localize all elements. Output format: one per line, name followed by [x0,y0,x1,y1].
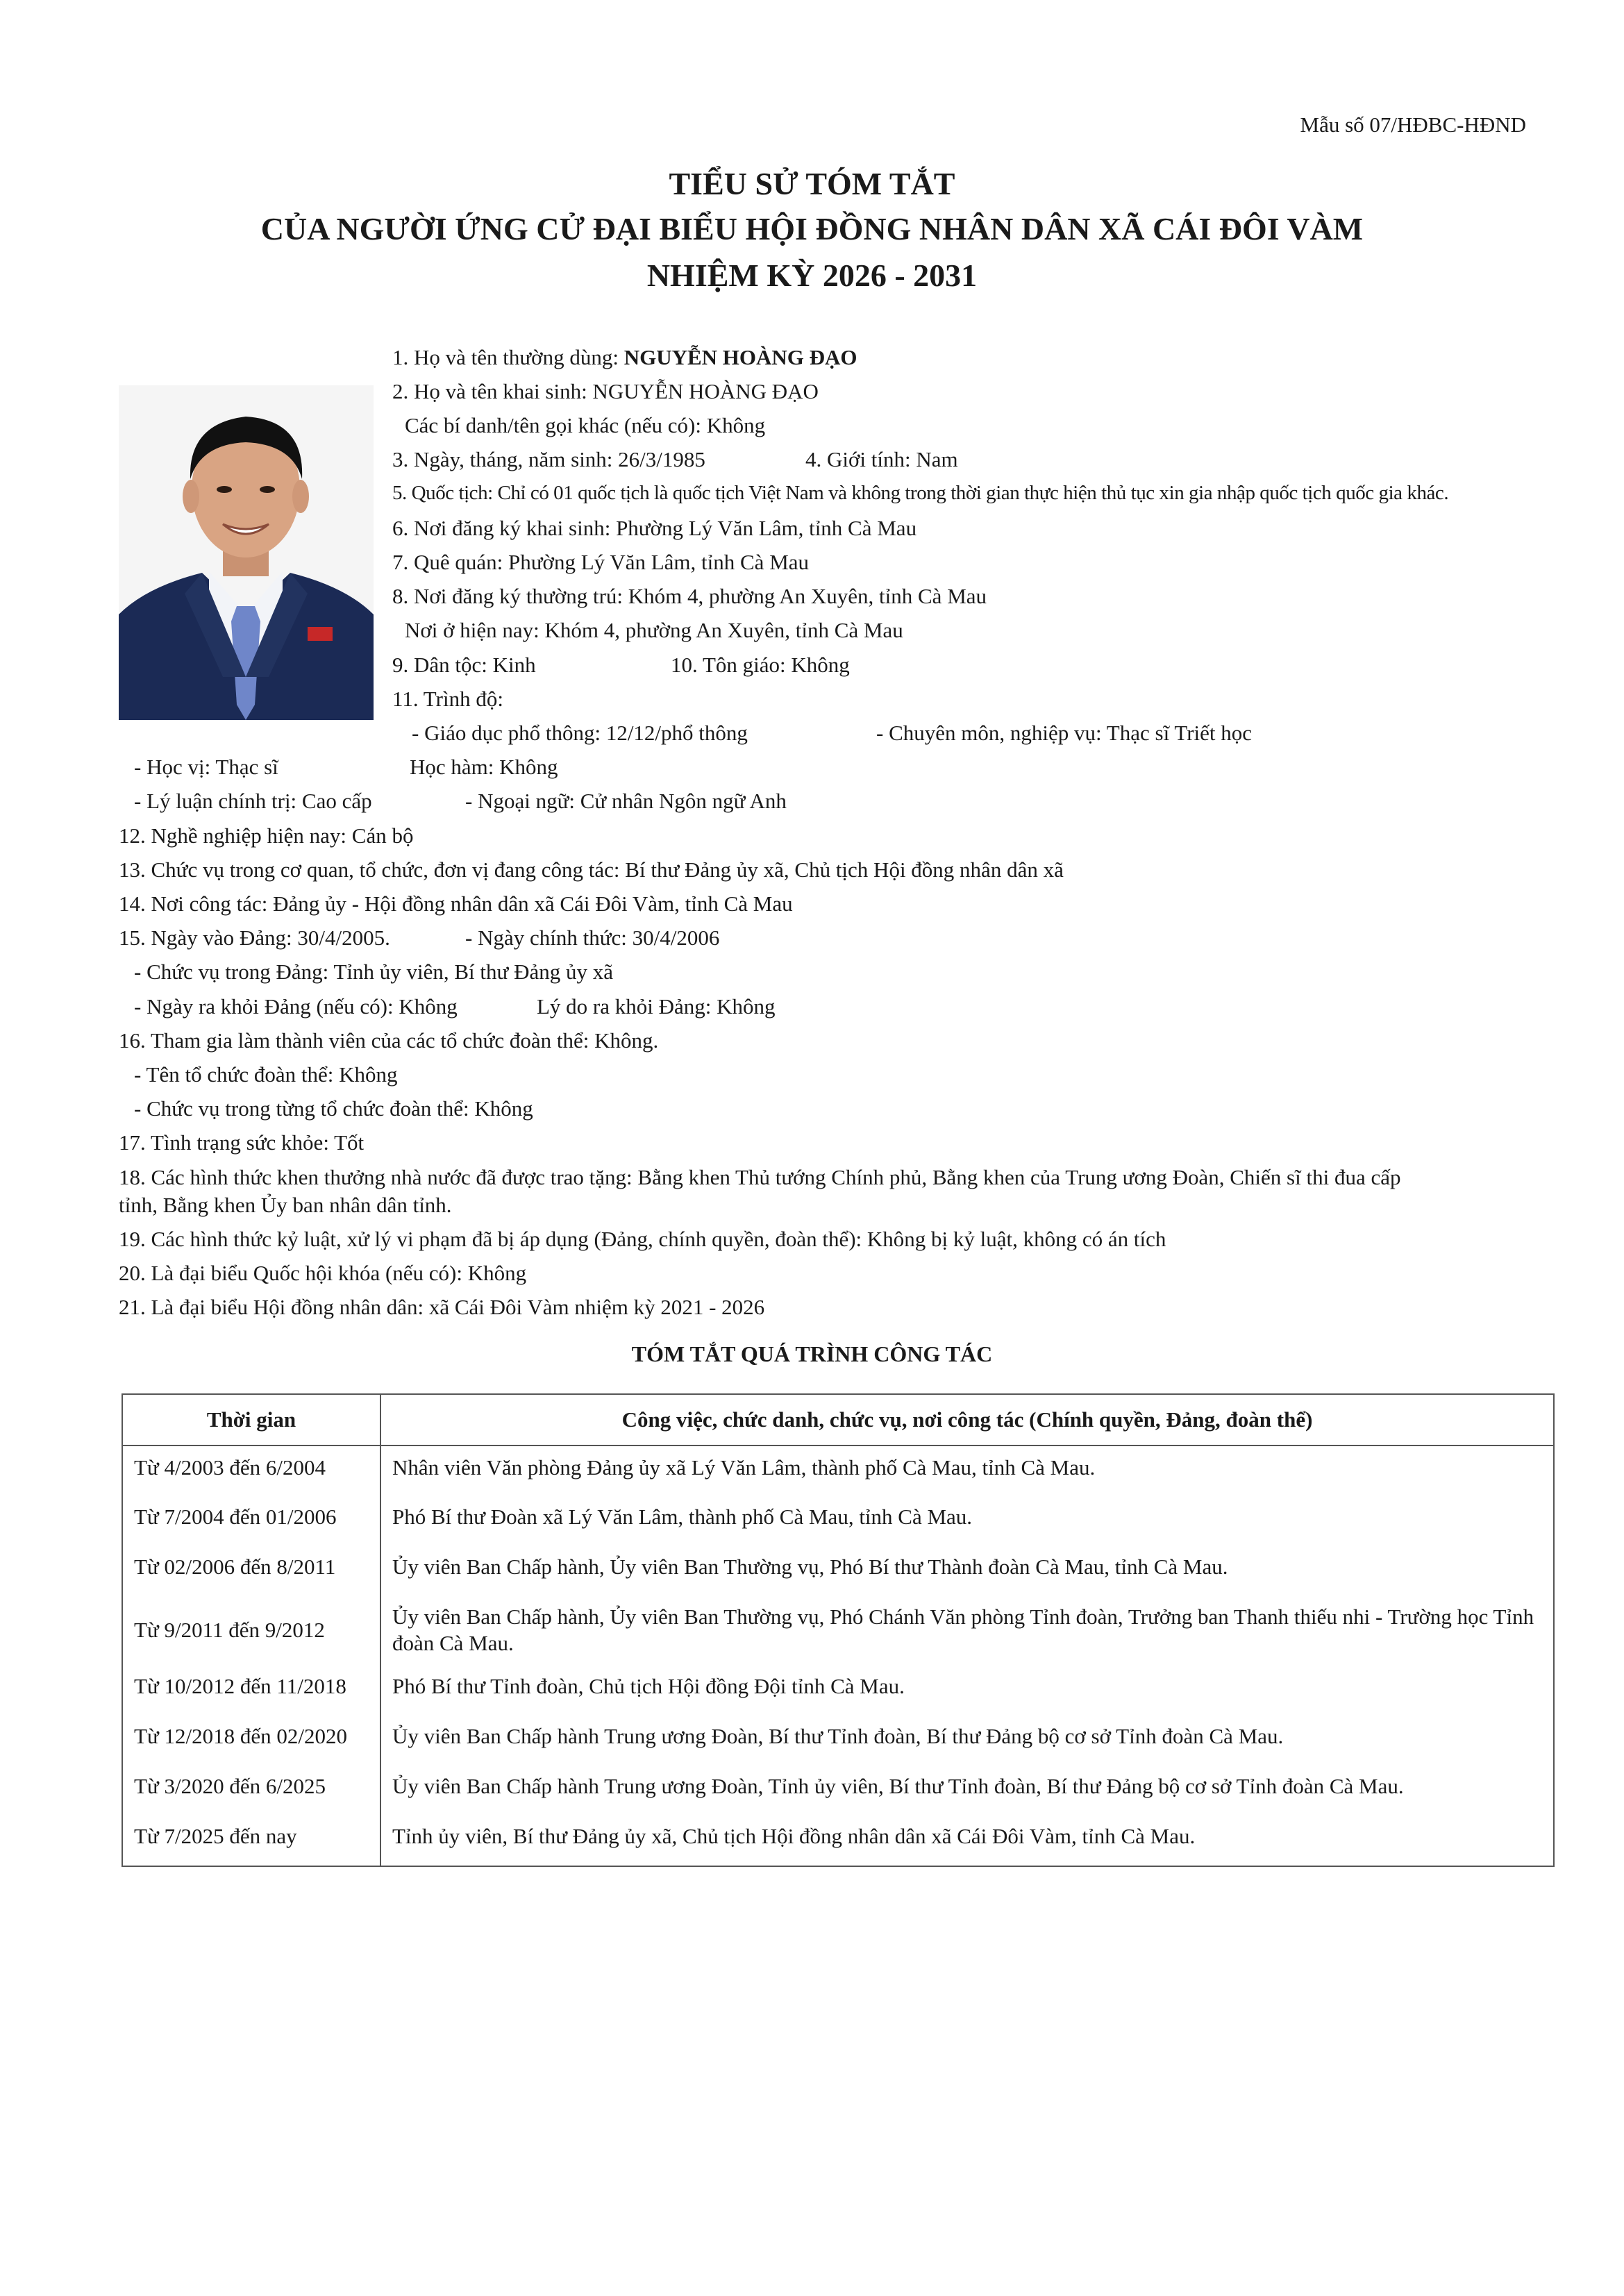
position-cell: Nhân viên Văn phòng Đảng ủy xã Lý Văn Lâm, thành phố Cà Mau, tỉnh Cà Mau. [380,1446,1554,1495]
bio-party-exit-date: - Ngày ra khỏi Đảng (nếu có): Không [134,994,458,1019]
bio-general-education: - Giáo dục phổ thông: 12/12/phổ thông [412,721,748,745]
bio-awards-line-2: tỉnh, Bằng khen Ủy ban nhân dân tỉnh. [119,1193,452,1217]
bio-organization-name: - Tên tổ chức đoàn thể: Không [134,1062,398,1087]
bio-organizations: 16. Tham gia làm thành viên của các tổ chức đoàn thể: Không. [119,1028,659,1053]
table-header-row [122,1394,1554,1446]
time-cell: Từ 7/2004 đến 01/2006 [122,1495,380,1545]
title-line-3: NHIỆM KỲ 2026 - 2031 [646,258,978,293]
table-row [122,1446,1554,1495]
bio-birth-registration: 6. Nơi đăng ký khai sinh: Phường Lý Văn Lâm, tỉnh Cà Mau [392,516,917,540]
bio-degree: - Học vị: Thạc sĩ [134,755,278,779]
position-cell: Phó Bí thư Đoàn xã Lý Văn Lâm, thành phố Cà Mau, tỉnh Cà Mau. [380,1495,1554,1545]
bio-party-admission: 15. Ngày vào Đảng: 30/4/2005. [119,925,390,950]
bio-religion: 10. Tôn giáo: Không [671,653,850,677]
bio-council-delegate: 21. Là đại biểu Hội đồng nhân dân: xã Cái Đôi Vàm nhiệm kỳ 2021 - 2026 [119,1295,765,1319]
bio-nationality: 5. Quốc tịch: Chỉ có 01 quốc tịch là quốc tịch Việt Nam và không trong thời gian thực hiện thủ tục xin gia nhập quốc tịch quốc gia khác. [392,482,1449,504]
title-line-1: TIỂU SỬ TÓM TẮT [669,166,955,201]
bio-aliases: Các bí danh/tên gọi khác (nếu có): Không [405,413,766,437]
bio-ethnicity: 9. Dân tộc: Kinh [392,653,536,677]
title-line-2: CỦA NGƯỜI ỨNG CỬ ĐẠI BIỂU HỘI ĐỒNG NHÂN DÂN XÃ CÁI ĐÔI VÀM [260,211,1364,246]
bio-awards-line-1: 18. Các hình thức khen thưởng nhà nước đã được trao tặng: Bằng khen Thủ tướng Chính phủ, Bằng khen của Trung ương Đoàn, Chiến sĩ thi đua cấp [119,1165,1401,1189]
bio-party-official-date: - Ngày chính thức: 30/4/2006 [465,925,720,950]
bio-academic-title: Học hàm: Không [410,755,558,779]
column-header-time: Thời gian [122,1394,380,1446]
portrait-photo [119,385,374,720]
bio-foreign-language: - Ngoại ngữ: Cử nhân Ngôn ngữ Anh [465,789,787,813]
bio-party-position: - Chức vụ trong Đảng: Tỉnh ủy viên, Bí thư Đảng ủy xã [134,960,613,984]
bio-gender: 4. Giới tính: Nam [805,447,958,471]
work-history-table [122,1393,1555,1867]
bio-party-exit-reason: Lý do ra khỏi Đảng: Không [537,994,776,1019]
position-cell: Ủy viên Ban Chấp hành Trung ương Đoàn, Tỉnh ủy viên, Bí thư Tỉnh đoàn, Bí thư Đảng bộ cơ sở Tỉnh đoàn Cà Mau. [380,1765,1554,1815]
time-cell: Từ 12/2018 đến 02/2020 [122,1715,380,1765]
bio-current-residence: Nơi ở hiện nay: Khóm 4, phường An Xuyên, tỉnh Cà Mau [405,618,903,642]
bio-birth-name: 2. Họ và tên khai sinh: NGUYỄN HOÀNG ĐẠO [392,379,819,403]
bio-hometown: 7. Quê quán: Phường Lý Văn Lâm, tỉnh Cà Mau [392,550,810,574]
time-cell: Từ 3/2020 đến 6/2025 [122,1765,380,1815]
table-row [122,1545,1554,1595]
candidate-name: NGUYỄN HOÀNG ĐẠO [623,345,857,369]
bio-political-theory: - Lý luận chính trị: Cao cấp [134,789,372,813]
bio-health: 17. Tình trạng sức khỏe: Tốt [119,1130,365,1155]
time-cell: Từ 9/2011 đến 9/2012 [122,1595,380,1665]
bio-current-position: 13. Chức vụ trong cơ quan, tổ chức, đơn vị đang công tác: Bí thư Đảng ủy xã, Chủ tịch Hội đồng nhân dân xã [119,857,1064,882]
bio-education-heading: 11. Trình độ: [392,687,503,711]
table-row [122,1595,1554,1665]
position-cell: Tỉnh ủy viên, Bí thư Đảng ủy xã, Chủ tịch Hội đồng nhân dân xã Cái Đôi Vàm, tỉnh Cà Mau. [380,1815,1554,1866]
bio-occupation: 12. Nghề nghiệp hiện nay: Cán bộ [119,823,414,848]
position-cell: Ủy viên Ban Chấp hành, Ủy viên Ban Thường vụ, Phó Chánh Văn phòng Tỉnh đoàn, Trưởng ban Thanh thiếu nhi - Trường học Tỉnh đoàn Cà Mau. [380,1595,1554,1665]
table-row [122,1815,1554,1866]
table-row [122,1495,1554,1545]
time-cell: Từ 10/2012 đến 11/2018 [122,1665,380,1715]
time-cell: Từ 7/2025 đến nay [122,1815,380,1866]
form-code: Mẫu số 07/HĐBC-HĐND [1300,112,1526,137]
table-row [122,1665,1554,1715]
bio-permanent-residence: 8. Nơi đăng ký thường trú: Khóm 4, phường An Xuyên, tỉnh Cà Mau [392,584,987,608]
bio-organization-position: - Chức vụ trong từng tổ chức đoàn thể: Không [134,1096,533,1121]
position-cell: Ủy viên Ban Chấp hành, Ủy viên Ban Thường vụ, Phó Bí thư Thành đoàn Cà Mau, tỉnh Cà Mau. [380,1545,1554,1595]
column-header-position: Công việc, chức danh, chức vụ, nơi công tác (Chính quyền, Đảng, đoàn thể) [380,1394,1554,1446]
bio-professional-qualification: - Chuyên môn, nghiệp vụ: Thạc sĩ Triết học [876,721,1253,745]
table-row [122,1715,1554,1765]
position-cell: Ủy viên Ban Chấp hành Trung ương Đoàn, Bí thư Tỉnh đoàn, Bí thư Đảng bộ cơ sở Tỉnh đoàn Cà Mau. [380,1715,1554,1765]
bio-common-name: 1. Họ và tên thường dùng: NGUYỄN HOÀNG ĐẠO [392,345,857,369]
table-row [122,1765,1554,1815]
bio-date-of-birth: 3. Ngày, tháng, năm sinh: 26/3/1985 [392,447,705,471]
bio-national-assembly: 20. Là đại biểu Quốc hội khóa (nếu có): Không [119,1261,527,1285]
position-cell: Phó Bí thư Tỉnh đoàn, Chủ tịch Hội đồng Đội tỉnh Cà Mau. [380,1665,1554,1715]
time-cell: Từ 02/2006 đến 8/2011 [122,1545,380,1595]
bio-workplace: 14. Nơi công tác: Đảng ủy - Hội đồng nhân dân xã Cái Đôi Vàm, tỉnh Cà Mau [119,891,793,916]
bio-discipline: 19. Các hình thức kỷ luật, xử lý vi phạm đã bị áp dụng (Đảng, chính quyền, đoàn thể): Không bị kỷ luật, không có án tích [119,1227,1166,1251]
time-cell: Từ 4/2003 đến 6/2004 [122,1446,380,1495]
work-history-title: TÓM TẮT QUÁ TRÌNH CÔNG TÁC [631,1341,993,1366]
